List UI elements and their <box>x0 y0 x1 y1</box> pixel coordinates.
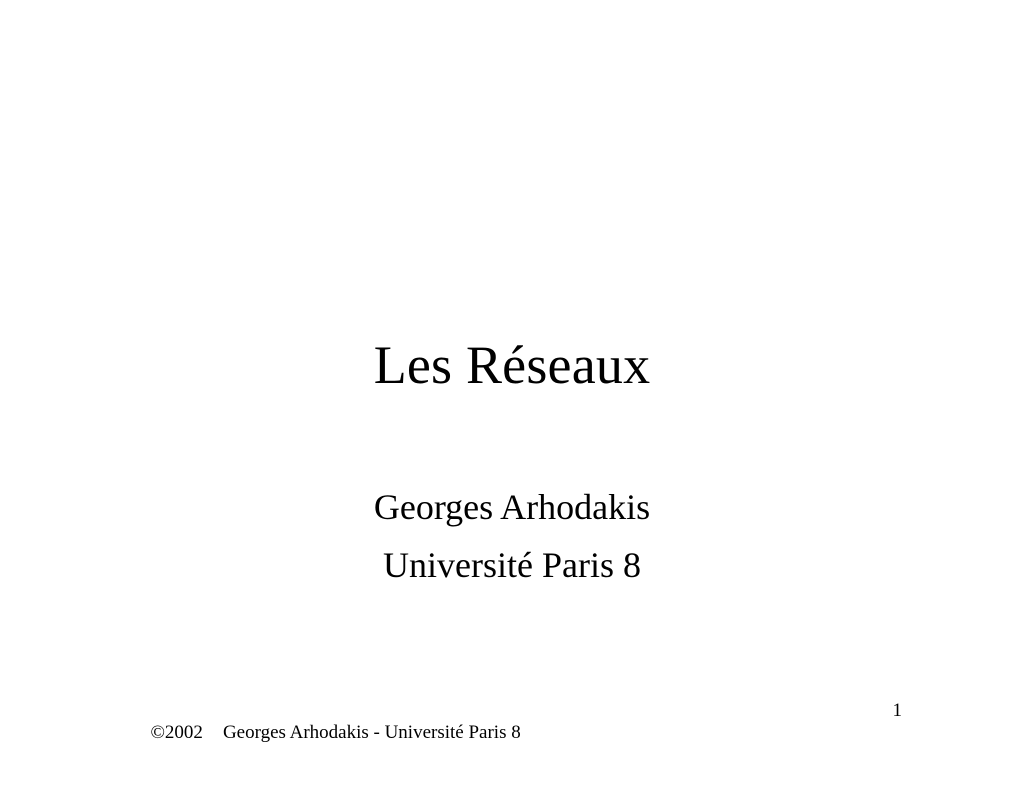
footer-copyright: ©2002 <box>150 722 203 743</box>
slide-subtitle <box>0 478 1024 595</box>
subtitle-affiliation: Université Paris 8 <box>383 545 641 586</box>
subtitle-author: Georges Arhodakis <box>373 487 651 527</box>
slide-footer <box>0 700 1024 743</box>
footer-left-group <box>122 700 521 766</box>
footer-page-number: 1 <box>892 700 902 721</box>
footer-attribution: Georges Arhodakis - Université Paris 8 <box>222 722 521 743</box>
page-title: Les Réseaux <box>373 335 651 396</box>
